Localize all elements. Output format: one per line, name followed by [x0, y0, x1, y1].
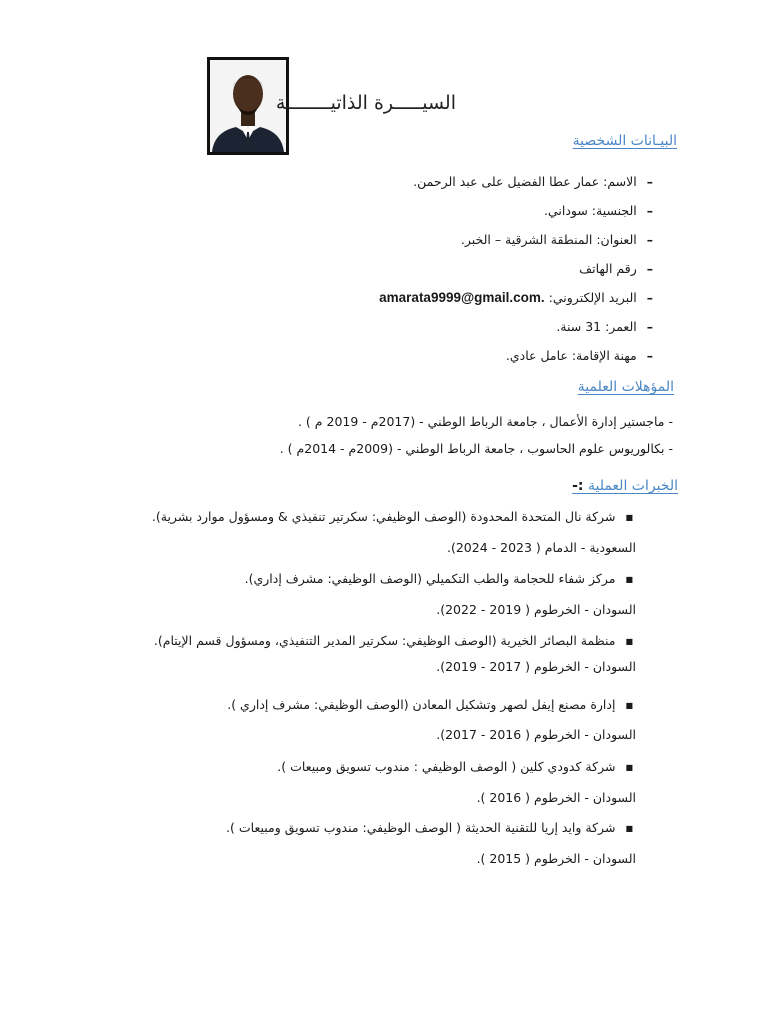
experience-item: ■شركة كدودي كلين ( الوصف الوظيفي : مندوب تسويق ومبيعات ).: [277, 757, 633, 778]
list-item: –الجنسية: سوداني.: [233, 201, 653, 230]
dash-bullet-icon: –: [646, 348, 653, 363]
dash-bullet-icon: –: [646, 203, 653, 218]
dash-bullet-icon: –: [646, 319, 653, 334]
list-item: –الاسم: عمار عطا الفضيل على عبد الرحمن.: [233, 172, 653, 201]
square-bullet-icon: ■: [625, 574, 633, 584]
experience-item: ■شركة نال المتحدة المحدودة (الوصف الوظيفي: سكرتير تنفيذي & ومسؤول موارد بشرية).: [152, 507, 633, 528]
list-item: –رقم الهاتف: [233, 259, 653, 288]
experience-location: السودان - الخرطوم ( 2017 - 2019).: [436, 659, 636, 674]
dash-bullet-icon: –: [646, 232, 653, 247]
experience-location: السعودية - الدمام ( 2023 - 2024).: [447, 540, 636, 555]
qualification-item: - ماجستير إدارة الأعمال ، جامعة الرباط الوطني - (2017م - 2019 م ) .: [297, 414, 673, 429]
dash-bullet-icon: –: [646, 290, 653, 305]
experience-location: السودان - الخرطوم ( 2016 - 2017).: [436, 727, 636, 742]
experience-location: السودان - الخرطوم ( 2015 ).: [476, 851, 636, 866]
list-item: –البريد الإلكتروني: amarata9999@gmail.com.: [233, 288, 653, 317]
square-bullet-icon: ■: [625, 636, 633, 646]
experience-item: ■إدارة مصنع إيفل لصهر وتشكيل المعادن (الوصف الوظيفي: مشرف إداري ).: [227, 695, 633, 716]
dash-bullet-icon: –: [646, 261, 653, 276]
person-portrait-icon: [210, 60, 286, 152]
personal-info-heading: البيـانات الشخصية: [572, 133, 677, 149]
square-bullet-icon: ■: [625, 512, 633, 522]
experience-item: ■مركز شفاء للحجامة والطب التكميلي (الوصف الوظيفي: مشرف إداري).: [245, 569, 633, 590]
personal-info-list: [233, 172, 653, 375]
qualifications-heading: المؤهلات العلمية: [577, 379, 674, 395]
experience-item: ■منظمة البصائر الخيرية (الوصف الوظيفي: سكرتير المدير التنفيذي، ومسؤول قسم الإيتام).: [154, 631, 633, 652]
list-item: –مهنة الإقامة: عامل عادي.: [233, 346, 653, 375]
experience-heading: الخبرات العملية :-: [572, 478, 678, 494]
square-bullet-icon: ■: [625, 700, 633, 710]
email-address: amarata9999@gmail.com.: [379, 290, 545, 305]
square-bullet-icon: ■: [625, 823, 633, 833]
list-item: –العنوان: المنطقة الشرقية – الخبر.: [233, 230, 653, 259]
experience-location: السودان - الخرطوم ( 2016 ).: [476, 790, 636, 805]
experience-item: ■شركة وايد إريا للتقنية الحديثة ( الوصف الوظيفي: مندوب تسويق ومبيعات ).: [226, 818, 633, 839]
cv-title: السيـــــرة الذاتيــــــــة: [275, 92, 456, 114]
dash-bullet-icon: –: [646, 174, 653, 189]
experience-location: السودان - الخرطوم ( 2019 - 2022).: [436, 602, 636, 617]
experience-heading-suffix: :-: [572, 478, 584, 494]
square-bullet-icon: ■: [625, 762, 633, 772]
qualification-item: - بكالوريوس علوم الحاسوب ، جامعة الرباط الوطني - (2009م - 2014م ) .: [279, 441, 673, 456]
list-item: –العمر: 31 سنة.: [233, 317, 653, 346]
